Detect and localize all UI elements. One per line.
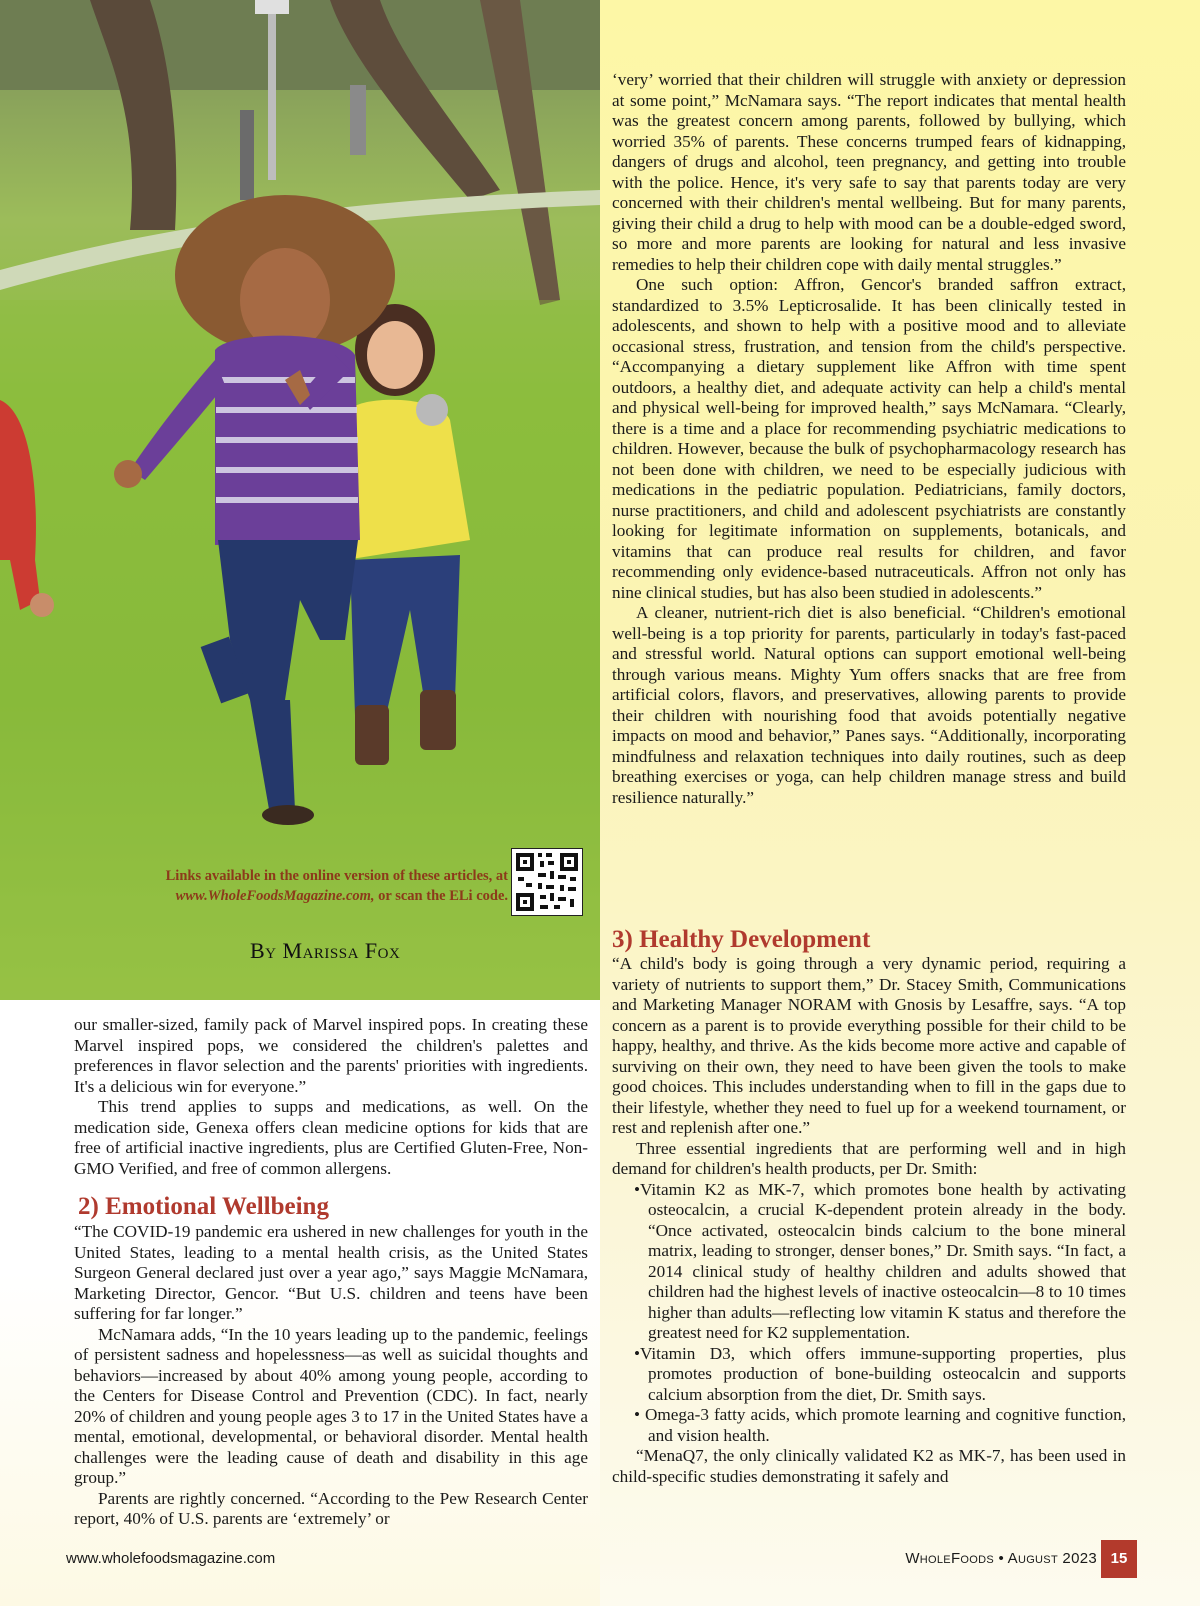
photo-illustration [0, 0, 600, 1000]
left-paragraph-1: our smaller-sized, family pack of Marvel inspired pops. In creating these Marvel inspired pops, we considered the children's palettes and preferences in flavor selection and the parents' priorities with ingredients. It's a delicious win for everyone.” [74, 1015, 588, 1096]
right-paragraph-6: “MenaQ7, the only clinically validated K2 as MK-7, has been used in child-specific studies demonstrating it safely and [612, 1446, 1126, 1486]
byline [250, 938, 400, 964]
left-column-top [74, 1015, 588, 1179]
byline-author: Marissa Fox [282, 938, 401, 963]
footer-website-link[interactable]: www.wholefoodsmagazine.com [66, 1550, 276, 1567]
running-children-photo [0, 0, 600, 1000]
bullet-vitamin-k2: •Vitamin K2 as MK-7, which promotes bone health by activating osteocalcin, a crucial K-dependent protein already in the body. “Once activated, osteocalcin binds calcium to the bone mineral matrix, leading to stronger, denser bones,” Dr. Smith says. “In fact, a 2014 clinical study of healthy children and adults showed that children had the highest levels of inactive osteocalcin—8 to 10 times higher than adults—reflecting low vitamin K status and therefore the greatest need for K2 supplementation. [634, 1179, 1126, 1342]
qr-code-graphic [512, 849, 582, 915]
right-paragraph-3: A cleaner, nutrient-rich diet is also beneficial. “Children's emotional well-being is a top priority for parents, particularly in today's fast-paced and stressful world. Natural options can support emotional well-being through various means. Mighty Yum offers snacks that are free from artificial colors, flavors, and preservatives, allowing parents to provide their children with nourishing food that avoids potentially negative impacts on mood and behavior,” Panes says. “Additionally, incorporating mindfulness and relaxation techniques into daily routines, such as deep breathing exercises or yoga, can help children manage stress and build resilience naturally.” [612, 603, 1126, 807]
links-note [60, 866, 508, 906]
right-paragraph-2: One such option: Affron, Gencor's branded saffron extract, standardized to 3.5% Lepticrosalide. It has been clinically tested in adolescents, and shown to help with a positive mood and to alleviate occasional stress, frustration, and tension from the child's perspective. “Accompanying a dietary supplement like Affron with time spent outdoors, a healthy diet, and adequate activity can help a child's mental and physical well-being for improved health,” says McNamara. “Clearly, there is a time and a place for recommending psychiatric medications to children. However, because the bulk of psychopharmacology research has not been done with children, we need to be especially judicious with medications in the pediatric population. Pediatricians, family doctors, nurse practitioners, and child and adolescent psychiatrists are constantly looking for legitimate information on supplements, botanicals, and vitamins that can produce real results for children, and favor recommending only evidence-based nutraceuticals. Affron not only has nine clinical studies, but has also been studied in adolescents.” [612, 275, 1126, 602]
left-paragraph-4: McNamara adds, “In the 10 years leading up to the pandemic, feelings of persistent sadness and hopelessness—as well as suicidal thoughts and behaviors—increased by about 40% among young people, according to the Centers for Disease Control and Prevention (CDC). In fact, nearly 20% of children and young people ages 3 to 17 in the United States have a mental, emotional, developmental, or behavioral disorder. Mental health challenges were the leading cause of death and disability in this age group.” [74, 1324, 588, 1487]
right-column-bottom [612, 954, 1126, 1487]
footer-magazine-date: WholeFoods • August 2023 [905, 1550, 1097, 1567]
right-paragraph-4: “A child's body is going through a very dynamic period, requiring a variety of nutrients to support them,” Dr. Stacey Smith, Communications and Marketing Manager NORAM with Gnosis by Lesaffre, says. “A top concern as a parent is to provide everything possible for their child to be happy, healthy, and thrive. As the kids become more active and capable of surviving on their own, they need to have been given the tools to make good choices. This includes understanding when to fill in the gaps due to their lifestyle, whether they need to fuel up for a weekend tournament, or rest and replenish after one.” [612, 954, 1126, 1137]
byline-by: By [250, 938, 283, 963]
left-paragraph-2: This trend applies to supps and medications, as well. On the medication side, Genexa offers clean medicine options for kids that are free of artificial inactive ingredients, plus are Certified Gluten-Free, Non-GMO Verified, and free of common allergens. [74, 1097, 588, 1178]
section-heading-healthy-development: 3) Healthy Development [612, 926, 871, 953]
links-note-url[interactable]: www.WholeFoodsMagazine.com, [175, 888, 375, 904]
left-paragraph-3: “The COVID-19 pandemic era ushered in new challenges for youth in the United States, leading to a mental health crisis, as the United States Surgeon General declared just over a year ago,” says Maggie McNamara, Marketing Director, Gencor. “But U.S. children and teens have been suffering for far longer.” [74, 1222, 588, 1323]
bullet-omega-3: • Omega-3 fatty acids, which promote learning and cognitive function, and vision health. [634, 1405, 1126, 1445]
left-column-bottom [74, 1222, 588, 1530]
right-paragraph-1: ‘very’ worried that their children will struggle with anxiety or depression at some point,” McNamara says. “The report indicates that mental health was the greatest concern among parents, followed by bullying, which worried 35% of parents. These concerns trumped fears of kidnapping, dangers of drugs and alcohol, teen pregnancy, and getting into trouble with the police. Hence, it's very safe to say that parents today are very concerned with their children's mental wellbeing. But for many parents, giving their child a drug to help with mood can be a double-edged sword, so more and more parents are looking for natural and less invasive remedies to help their children cope with daily mental struggles.” [612, 70, 1126, 274]
left-paragraph-5: Parents are rightly concerned. “According to the Pew Research Center report, 40% of U.S. parents are ‘extremely’ or [74, 1488, 588, 1528]
right-column-top [612, 70, 1126, 808]
links-note-line1: Links available in the online version of these articles, at [165, 868, 508, 884]
links-note-line2: or scan the ELi code. [374, 888, 508, 904]
page-number-badge: 15 [1101, 1540, 1137, 1578]
bullet-vitamin-d3: •Vitamin D3, which offers immune-supporting properties, plus promotes production of bone-building osteocalcin and supports calcium absorption from the diet, Dr. Smith says. [634, 1343, 1126, 1404]
right-paragraph-5: Three essential ingredients that are performing well and in high demand for children's health products, per Dr. Smith: [612, 1138, 1126, 1178]
qr-code-icon[interactable] [511, 848, 583, 916]
section-heading-emotional-wellbeing: 2) Emotional Wellbeing [78, 1193, 329, 1220]
